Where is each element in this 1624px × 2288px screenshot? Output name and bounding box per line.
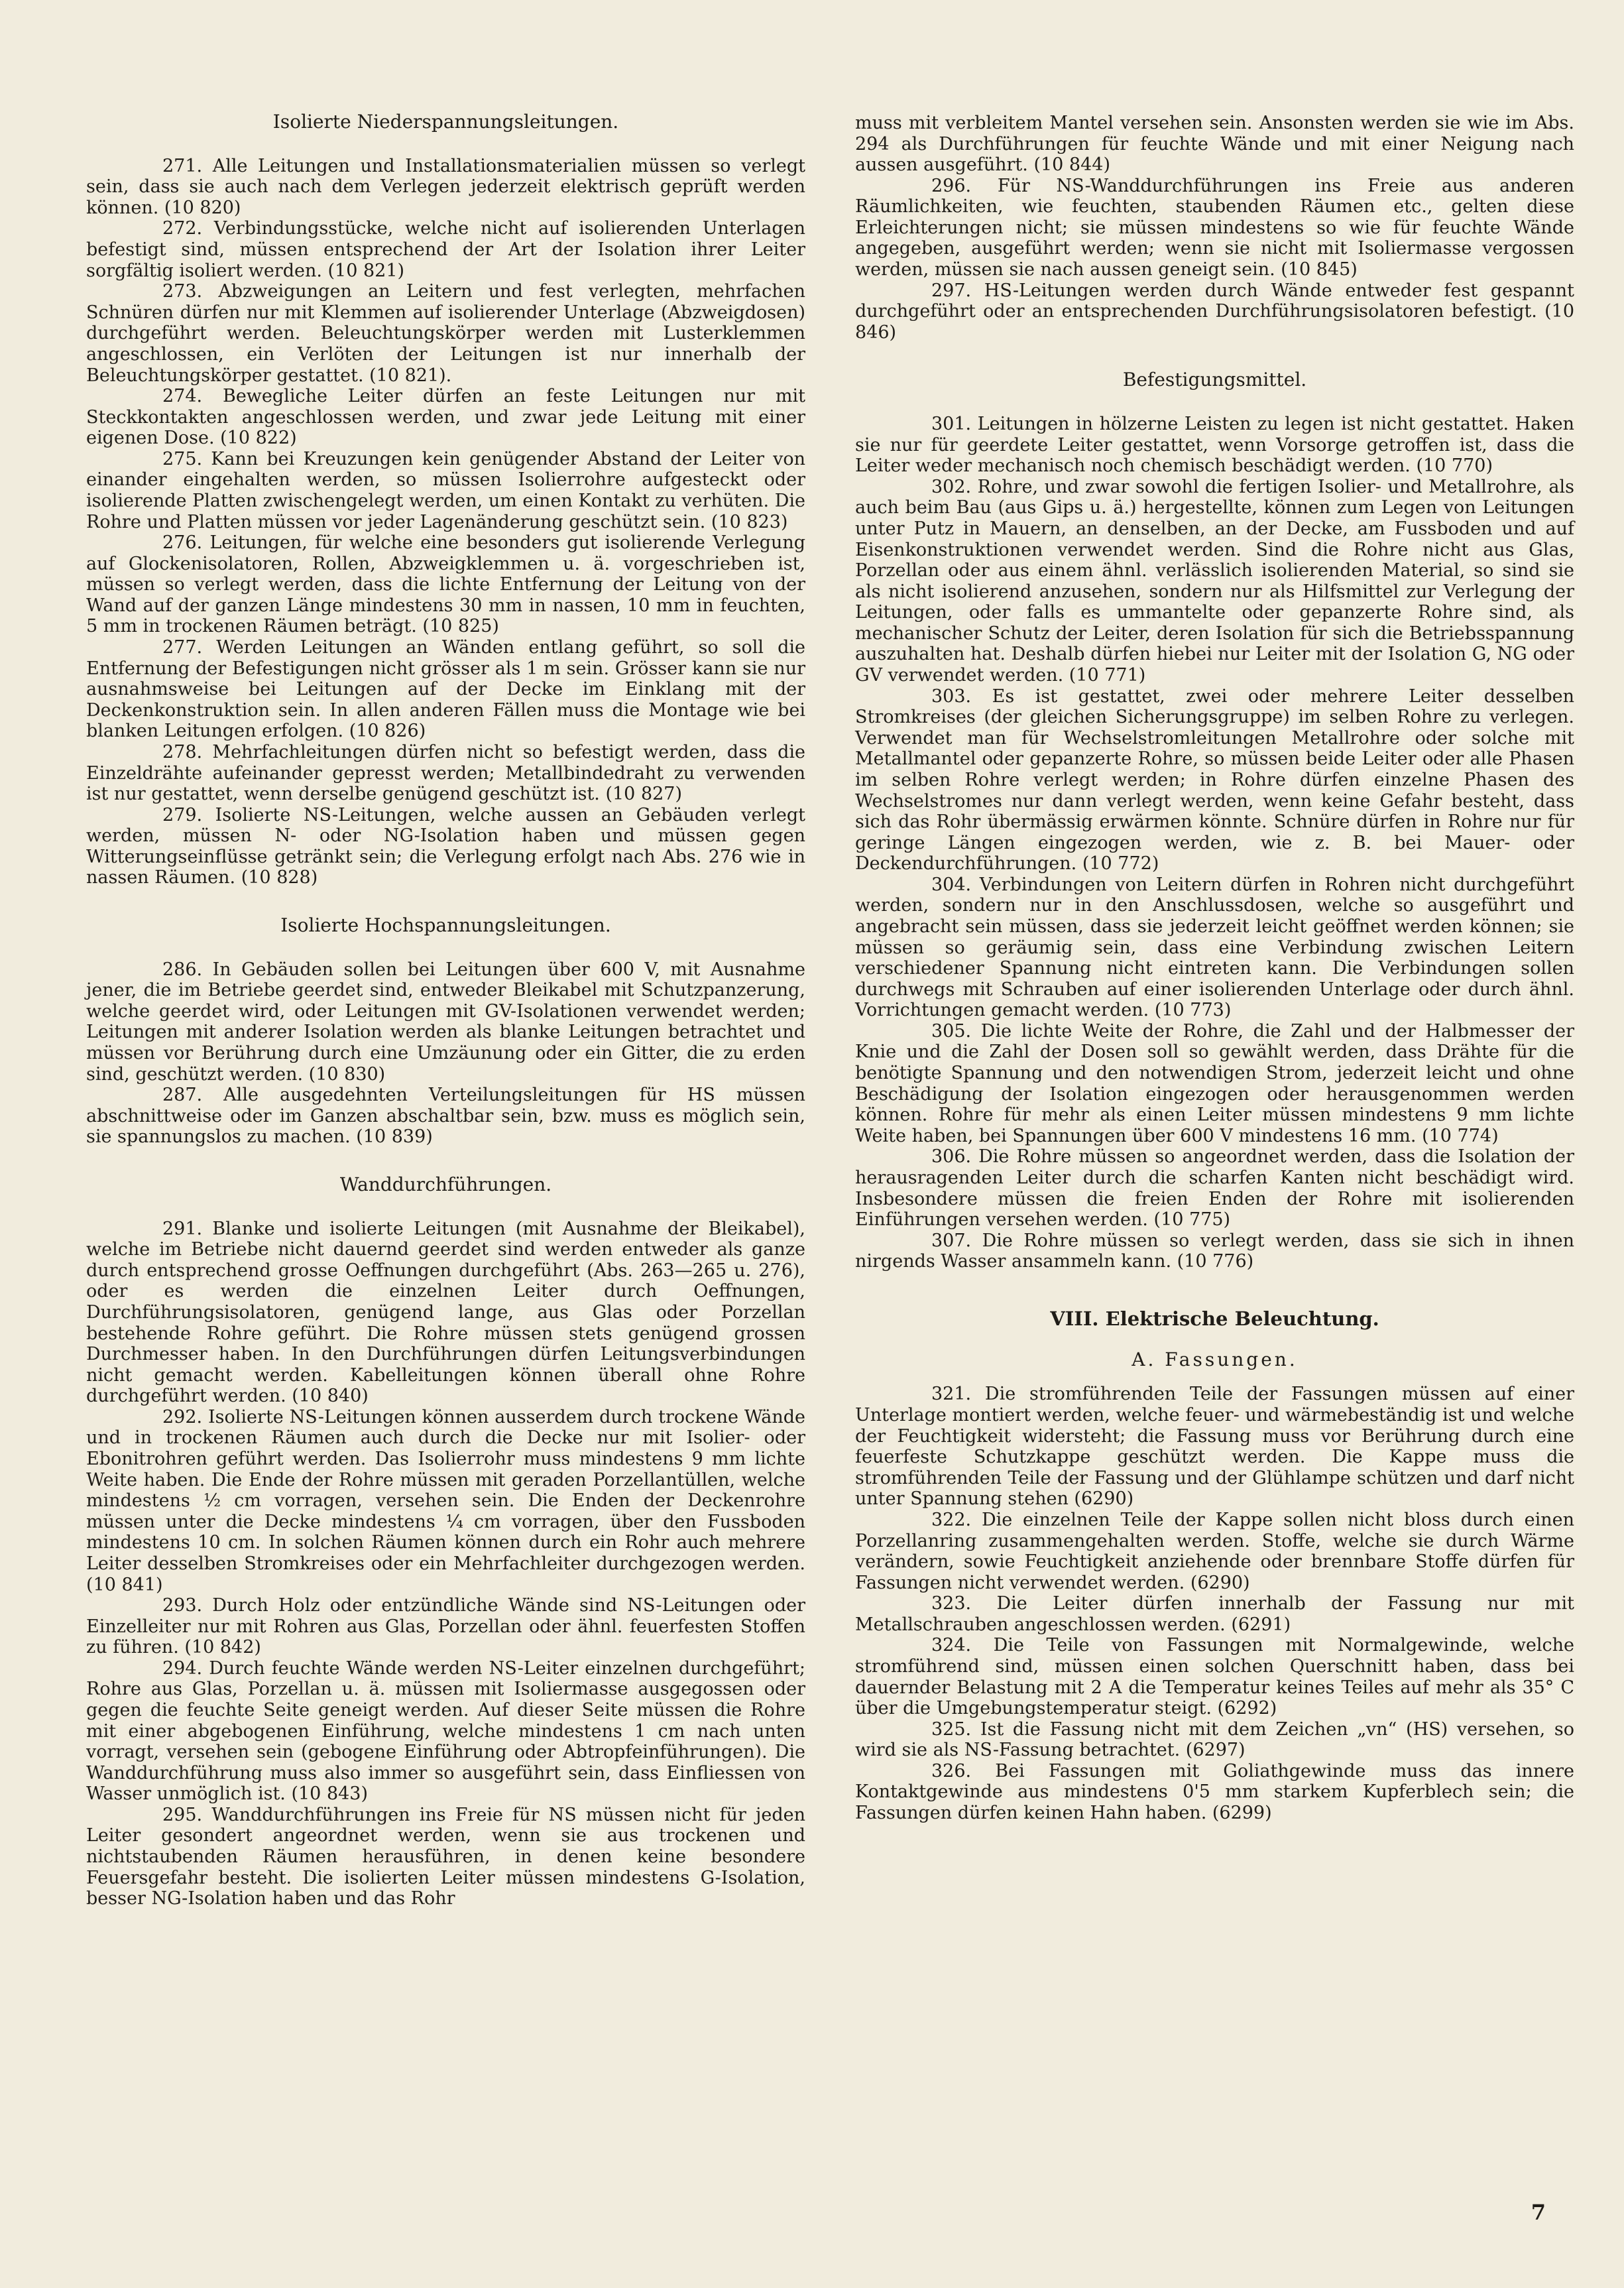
paragraph-321: 321. Die stromführenden Teile der Fassungen müssen auf einer Unterlage montiert werden, welche feuer- und wärmebeständig ist und welche der Feuchtigkeit widersteht; die Fassung muss vor Berührung durch eine feuerfeste Schutzkappe geschützt werden. Die Kappe muss die stromführenden Teile der Fassung und der Glühlampe schützen und darf nicht unter Spannung stehen (6290)	[855, 1384, 1574, 1510]
paragraph-306: 306. Die Rohre müssen so angeordnet werden, dass die Isolation der herausragenden Leiter durch die scharfen Kanten nicht beschädigt wird. Insbesondere müssen die freien Enden der Rohre mit isolierenden Einführungen versehen werden. (10 775)	[855, 1146, 1574, 1231]
paragraph-273: 273. Abzweigungen an Leitern und fest verlegten, mehrfachen Schnüren dürfen nur mit Klemmen auf isolierender Unterlage (Abzweigdosen) durchgeführt werden. Beleuchtungskörper werden mit Lusterklemmen angeschlossen, ein Verlöten der Leitungen ist nur innerhalb der Beleuchtungskörper gestattet. (10 821).	[86, 281, 805, 386]
paragraph-305: 305. Die lichte Weite der Rohre, die Zahl und der Halbmesser der Knie und die Zahl der Dosen soll so gewählt werden, dass Drähte für die benötigte Spannung und den notwendigen Strom, jederzeit leicht und ohne Beschädigung der Isolation eingezogen oder herausgenommen werden können. Rohre für mehr als einen Leiter müssen mindestens 9 mm lichte Weite haben, bei Spannungen über 600 V mindestens 16 mm. (10 774)	[855, 1020, 1574, 1146]
page-number: 7	[1531, 2200, 1546, 2225]
paragraph-322: 322. Die einzelnen Teile der Kappe sollen nicht bloss durch einen Porzellanring zusammengehalten werden. Stoffe, welche sie durch Wärme verändern, sowie Feuchtigkeit anziehende oder brennbare Stoffe dürfen für Fassungen nicht verwendet werden. (6290)	[855, 1509, 1574, 1593]
paragraph-296: 296. Für NS-Wanddurchführungen ins Freie aus anderen Räumlichkeiten, wie feuchten, staubenden Räumen etc., gelten diese Erleichterungen nicht; sie müssen mindestens so wie für feuchte Wände angegeben, ausgeführt werden; wenn sie nicht mit Isoliermasse vergossen werden, müssen sie nach aussen geneigt sein. (10 845)	[855, 175, 1574, 280]
paragraph-293: 293. Durch Holz oder entzündliche Wände sind NS-Leitungen oder Einzelleiter nur mit Rohren aus Glas, Porzellan oder ähnl. feuerfesten Stoffen zu führen. (10 842)	[86, 1595, 805, 1658]
paragraph-276: 276. Leitungen, für welche eine besonders gut isolierende Verlegung auf Glockenisolatoren, Rollen, Abzweigklemmen u. ä. vorgeschrieben ist, müssen so verlegt werden, dass die lichte Entfernung der Leitung von der Wand auf der ganzen Länge mindestens 30 mm in nassen, 10 mm in feuchten, 5 mm in trockenen Räumen beträgt. (10 825)	[86, 532, 805, 637]
paragraph-307: 307. Die Rohre müssen so verlegt werden, dass sie sich in ihnen nirgends Wasser ansammeln kann. (10 776)	[855, 1230, 1574, 1272]
paragraph-279: 279. Isolierte NS-Leitungen, welche aussen an Gebäuden verlegt werden, müssen N- oder NG-Isolation haben und müssen gegen Witterungseinflüsse getränkt sein; die Verlegung erfolgt nach Abs. 276 wie in nassen Räumen. (10 828)	[86, 804, 805, 888]
section-heading: Wanddurchführungen.	[339, 1173, 552, 1195]
paragraph-287: 287. Alle ausgedehnten Verteilungsleitungen für HS müssen abschnittweise oder im Ganzen abschaltbar sein, bzw. muss es möglich sein, sie spannungslos zu machen. (10 839)	[86, 1085, 805, 1148]
paragraph-295: 295. Wanddurchführungen ins Freie für NS müssen nicht für jeden Leiter gesondert angeordnet werden, wenn sie aus trockenen und nichtstaubenden Räumen herausführen, in denen keine besondere Feuersgefahr besteht. Die isolierten Leiter müssen mindestens G-Isolation, besser NG-Isolation haben und das Rohr	[86, 1804, 805, 1909]
paragraph-301: 301. Leitungen in hölzerne Leisten zu legen ist nicht gestattet. Haken sie nur für geerdete Leiter gestattet, wenn Vorsorge getroffen ist, dass die Leiter weder mechanisch noch chemisch beschädigt werden. (10 770)	[855, 414, 1574, 477]
paragraph-324: 324. Die Teile von Fassungen mit Normalgewinde, welche stromführend sind, müssen einen solchen Querschnitt haben, dass bei dauernder Belastung mit 2 A die Temperatur keines Teiles auf mehr als 35° C über die Umgebungstemperatur steigt. (6292)	[855, 1635, 1574, 1719]
paragraph-325: 325. Ist die Fassung nicht mit dem Zeichen „vn“ (HS) versehen, so wird sie als NS-Fassung betrachtet. (6297)	[855, 1718, 1574, 1761]
section-heading: Befestigungsmittel.	[1122, 369, 1307, 391]
paragraph-continuation: muss mit verbleitem Mantel versehen sein. Ansonsten werden sie wie im Abs. 294 als Durchführungen für feuchte Wände und mit einer Neigung nach aussen ausgeführt. (10 844)	[855, 113, 1574, 176]
paragraph-292: 292. Isolierte NS-Leitungen können ausserdem durch trockene Wände und in trockenen Räumen auch durch die Decke nur mit Isolier- oder Ebonitrohren geführt werden. Das Isolierrohr muss mindestens 9 mm lichte Weite haben. Die Ende der Rohre müssen mit geraden Porzellantüllen, welche mindestens ½ cm vorragen, versehen sein. Die Enden der Deckenrohre müssen unter die Decke mindestens ¼ cm vorragen, über den Fussboden mindestens 10 cm. In solchen Räumen können durch ein Rohr auch mehrere Leiter desselben Stromkreises oder ein Mehrfachleiter durchgezogen werden. (10 841)	[86, 1406, 805, 1595]
paragraph-286: 286. In Gebäuden sollen bei Leitungen über 600 V, mit Ausnahme jener, die im Betriebe geerdet sind, entweder Bleikabel mit Schutzpanzerung, welche geerdet wird, oder Leitungen mit GV-Isolationen verwendet werden; Leitungen mit anderer Isolation werden als blanke Leitungen betrachtet und müssen vor Berührung durch eine Umzäunung oder ein Gitter, die zu erden sind, geschützt werden. (10 830)	[86, 959, 805, 1085]
paragraph-275: 275. Kann bei Kreuzungen kein genügender Abstand der Leiter von einander eingehalten werden, so müssen Isolierrohre aufgesteckt oder isolierende Platten zwischengelegt werden, um einen Kontakt zu verhüten. Die Rohre und Platten müssen vor jeder Lagenänderung geschützt sein. (10 823)	[86, 448, 805, 532]
paragraph-278: 278. Mehrfachleitungen dürfen nicht so befestigt werden, dass die Einzeldrähte aufeinander gepresst werden; Metallbindedraht zu verwenden ist nur gestattet, wenn derselbe genügend geschützt ist. (10 827)	[86, 741, 805, 805]
paragraph-303: 303. Es ist gestattet, zwei oder mehrere Leiter desselben Stromkreises (der gleichen Sicherungsgruppe) im selben Rohre zu verlegen. Verwendet man für Wechselstromleitungen Metallrohre oder solche mit Metallmantel oder gepanzerte Rohre, so müssen beide Leiter oder alle Phasen im selben Rohre verlegt werden; in Rohre dürfen einzelne Phasen des Wechselstromes nur dann verlegt werden, wenn keine Gefahr besteht, dass sich das Rohr übermässig erwärmen könnte. Schnüre dürfen in Rohre nur für geringe Längen eingezogen werden, wie z. B. bei Mauer- oder Deckendurchführungen. (10 772)	[855, 686, 1574, 874]
left-column	[86, 106, 805, 1909]
paragraph-304: 304. Verbindungen von Leitern dürfen in Rohren nicht durchgeführt werden, sondern nur in den Anschlussdosen, welche so ausgeführt und angebracht sein müssen, dass sie jederzeit leicht geöffnet werden können; sie müssen so geräumig sein, dass eine Verbindung zwischen Leitern verschiedener Spannung nicht eintreten kann. Die Verbindungen sollen durchwegs mit Schrauben auf einer isolierenden Unterlage oder durch ähnl. Vorrichtungen gemacht werden. (10 773)	[855, 874, 1574, 1021]
chapter-heading: VIII. Elektrische Beleuchtung.	[1050, 1307, 1379, 1330]
paragraph-326: 326. Bei Fassungen mit Goliathgewinde muss das innere Kontaktgewinde aus mindestens 0'5 mm starkem Kupferblech sein; die Fassungen dürfen keinen Hahn haben. (6299)	[855, 1760, 1574, 1824]
paragraph-274: 274. Bewegliche Leiter dürfen an feste Leitungen nur mit Steckkontakten angeschlossen werden, und zwar jede Leitung mit einer eigenen Dose. (10 822)	[86, 386, 805, 449]
paragraph-291: 291. Blanke und isolierte Leitungen (mit Ausnahme der Bleikabel), welche im Betriebe nicht dauernd geerdet sind werden entweder als ganze durch entsprechend grosse Oeffnungen durchgeführt (Abs. 263—265 u. 276), oder es werden die einzelnen Leiter durch Oeffnungen, Durchführungsisolatoren, genügend lange, aus Glas oder Porzellan bestehende Rohre geführt. Die Rohre müssen stets genügend grossen Durchmesser haben. In den Durchführungen dürfen Leitungsverbindungen nicht gemacht werden. Kabelleitungen können überall ohne Rohre durchgeführt werden. (10 840)	[86, 1218, 805, 1407]
paragraph-272: 272. Verbindungsstücke, welche nicht auf isolierenden Unterlagen befestigt sind, müssen entsprechend der Art der Isolation ihrer Leiter sorgfältig isoliert werden. (10 821)	[86, 218, 805, 281]
paragraph-271: 271. Alle Leitungen und Installationsmaterialien müssen so verlegt sein, dass sie auch nach dem Verlegen jederzeit elektrisch geprüft werden können. (10 820)	[86, 155, 805, 218]
paragraph-277: 277. Werden Leitungen an Wänden entlang geführt, so soll die Entfernung der Befestigungen nicht grösser als 1 m sein. Grösser kann sie nur ausnahmsweise bei Leitungen auf der Decke im Einklang mit der Deckenkonstruktion sein. In allen anderen Fällen muss die Montage wie bei blanken Leitungen erfolgen. (10 826)	[86, 637, 805, 742]
paragraph-294: 294. Durch feuchte Wände werden NS-Leiter einzelnen durchgeführt; Rohre aus Glas, Porzellan u. ä. müssen mit Isoliermasse ausgegossen oder gegen die feuchte Seite geneigt werden. Auf dieser Seite müssen die Rohre mit einer abgebogenen Einführung, welche mindestens 1 cm nach unten vorragt, versehen sein (gebogene Einführung oder Abtropfeinführungen). Die Wanddurchführung muss also immer so ausgeführt sein, dass Einfliessen von Wasser unmöglich ist. (10 843)	[86, 1657, 805, 1805]
paragraph-297: 297. HS-Leitungen werden durch Wände entweder fest gespannt durchgeführt oder an entsprechenden Durchführungsisolatoren befestigt. (10 846)	[855, 280, 1574, 343]
subsection-heading: A. Fassungen.	[1131, 1348, 1298, 1370]
paragraph-323: 323. Die Leiter dürfen innerhalb der Fassung nur mit Metallschrauben angeschlossen werden. (6291)	[855, 1593, 1574, 1635]
section-heading: Isolierte Niederspannungsleitungen.	[272, 111, 619, 133]
right-column	[855, 113, 1574, 1824]
paragraph-302: 302. Rohre, und zwar sowohl die fertigen Isolier- und Metallrohre, als auch beim Bau (aus Gips u. ä.) hergestellte, können zum Legen von Leitungen unter Putz in Mauern, an denselben, an der Decke, am Fussboden und auf Eisenkonstruktionen verwendet werden. Sind die Rohre nicht aus Glas, Porzellan oder aus einem ähnl. verlässlich isolierenden Material, so sind sie als nicht isolierend anzusehen, sondern nur als Hilfsmittel zur Verlegung der Leitungen, oder falls es ummantelte oder gepanzerte Rohre sind, als mechanischer Schutz der Leiter, deren Isolation für sich die Betriebsspannung auszuhalten hat. Deshalb dürfen hiebei nur Leiter mit der Isolation G, NG oder GV verwendet werden. (10 771)	[855, 476, 1574, 686]
section-heading: Isolierte Hochspannungsleitungen.	[280, 914, 611, 936]
